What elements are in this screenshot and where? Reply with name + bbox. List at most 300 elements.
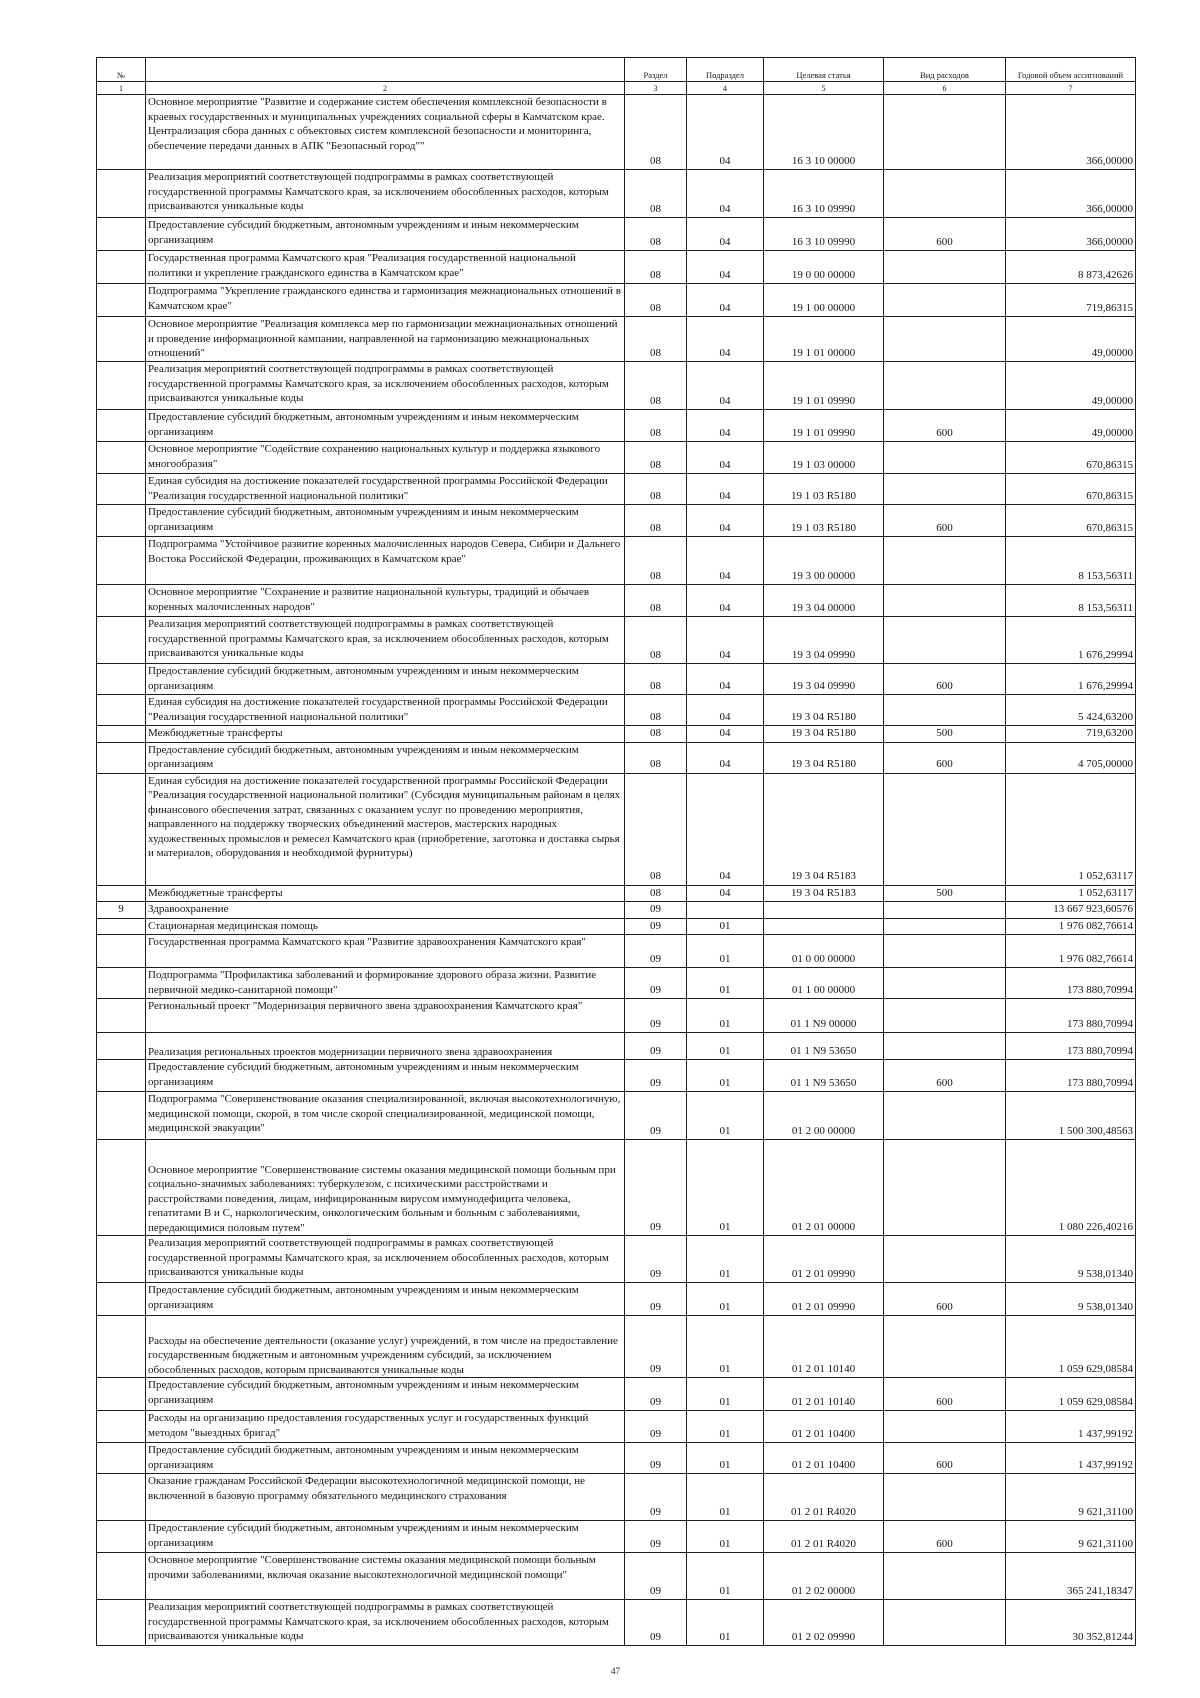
table-row [97,1553,1136,1600]
expense-type-cell [884,918,1006,935]
header-subsection: Подраздел [687,58,764,82]
section-code-cell: 08 [625,617,687,664]
section-code-cell: 08 [625,170,687,218]
row-number-cell [97,1411,146,1443]
subsection-code-cell: 04 [687,885,764,902]
annual-amount-cell: 5 424,63200 [1006,695,1136,726]
annual-amount-cell: 366,00000 [1006,95,1136,170]
subsection-code-cell: 01 [687,935,764,968]
annual-amount-cell: 1 052,63117 [1006,885,1136,902]
subsection-code-cell: 04 [687,442,764,474]
table-row [97,902,1136,919]
table-row [97,968,1136,999]
header-target-article: Целевая статья [764,58,884,82]
section-code-cell: 09 [625,968,687,999]
section-code-cell: 09 [625,1474,687,1521]
table-row [97,695,1136,726]
section-code-cell: 08 [625,742,687,773]
target-article-cell: 01 1 N9 00000 [764,999,884,1033]
expense-type-cell [884,1033,1006,1060]
annual-amount-cell: 366,00000 [1006,218,1136,251]
annual-amount-cell: 670,86315 [1006,474,1136,505]
target-article-cell: 19 1 01 09990 [764,410,884,442]
target-article-cell: 01 2 01 00000 [764,1140,884,1236]
row-number-cell [97,1060,146,1092]
annual-amount-cell: 1 437,99192 [1006,1411,1136,1443]
table-row [97,218,1136,251]
row-number-cell [97,170,146,218]
subsection-code-cell: 01 [687,1553,764,1600]
target-article-cell: 01 2 01 09990 [764,1283,884,1316]
expense-type-cell: 600 [884,1060,1006,1092]
header-expense-type: Вид расходов [884,58,1006,82]
expense-type-cell [884,170,1006,218]
section-code-cell: 08 [625,474,687,505]
row-number-cell [97,1443,146,1474]
item-name-cell: Предоставление субсидий бюджетным, автономным учреждениям и иным некоммерческим организациям [146,218,625,251]
target-article-cell: 01 2 01 R4020 [764,1521,884,1553]
item-name-cell: Предоставление субсидий бюджетным, автономным учреждениям и иным некоммерческим организациям [146,1060,625,1092]
expense-type-cell: 600 [884,1283,1006,1316]
section-code-cell: 09 [625,1283,687,1316]
subsection-code-cell: 01 [687,1600,764,1646]
expense-type-cell [884,585,1006,617]
row-number-cell [97,664,146,695]
table-row [97,585,1136,617]
expense-type-cell [884,1140,1006,1236]
expense-type-cell [884,999,1006,1033]
target-article-cell: 01 2 00 00000 [764,1092,884,1140]
annual-amount-cell: 719,86315 [1006,284,1136,317]
annual-amount-cell: 365 241,18347 [1006,1553,1136,1600]
subsection-code-cell: 04 [687,317,764,362]
section-code-cell: 09 [625,1236,687,1283]
table-row [97,410,1136,442]
annual-amount-cell: 9 621,31100 [1006,1521,1136,1553]
subsection-code-cell: 04 [687,742,764,773]
item-name-cell: Основное мероприятие "Реализация комплекса мер по гармонизации межнациональных отношений и проведение информационной кампании, направленной на гармонизацию межнациональных отношений" [146,317,625,362]
section-code-cell: 09 [625,918,687,935]
row-number-cell [97,585,146,617]
table-row [97,284,1136,317]
subsection-code-cell: 04 [687,726,764,743]
table-row [97,1236,1136,1283]
item-name-cell: Расходы на организацию предоставления государственных услуг и государственных функций методом "выездных бригад" [146,1411,625,1443]
subsection-code-cell: 04 [687,251,764,284]
table-row [97,1283,1136,1316]
expense-type-cell [884,695,1006,726]
table-row [97,1033,1136,1060]
annual-amount-cell: 670,86315 [1006,505,1136,537]
table-row [97,442,1136,474]
table-row [97,617,1136,664]
row-number-cell: 9 [97,902,146,919]
item-name-cell: Государственная программа Камчатского края "Реализация государственной национальной политики и укрепление гражданского единства в Камчатском крае" [146,251,625,284]
row-number-cell [97,742,146,773]
target-article-cell: 19 3 04 R5180 [764,726,884,743]
annual-amount-cell: 49,00000 [1006,362,1136,410]
table-row [97,1092,1136,1140]
item-name-cell: Предоставление субсидий бюджетным, автономным учреждениям и иным некоммерческим организациям [146,664,625,695]
target-article-cell: 19 3 04 R5183 [764,885,884,902]
table-body [97,95,1136,1646]
expense-type-cell: 600 [884,505,1006,537]
target-article-cell [764,902,884,919]
row-number-cell [97,1553,146,1600]
section-code-cell: 09 [625,1521,687,1553]
subsection-code-cell: 01 [687,1474,764,1521]
row-number-cell [97,317,146,362]
section-code-cell: 08 [625,885,687,902]
row-number-cell [97,1140,146,1236]
row-number-cell [97,251,146,284]
table-row [97,664,1136,695]
row-number-cell [97,537,146,585]
table-row [97,885,1136,902]
target-article-cell: 19 1 03 R5180 [764,474,884,505]
header-row [97,58,1136,82]
row-number-cell [97,1600,146,1646]
annual-amount-cell: 1 052,63117 [1006,773,1136,885]
subsection-code-cell: 04 [687,505,764,537]
subsection-code-cell: 04 [687,773,764,885]
annual-amount-cell: 173 880,70994 [1006,999,1136,1033]
section-code-cell: 08 [625,773,687,885]
item-name-cell: Расходы на обеспечение деятельности (оказание услуг) учреждений, в том числе на предоставление государственным бюджетным и автономным учреждениям субсидий, за исключением обособленных расходов, которым присваиваются уникальные коды [146,1316,625,1378]
section-code-cell: 09 [625,1553,687,1600]
item-name-cell: Единая субсидия на достижение показателей государственной программы Российской Федерации "Реализация государственной национальной политики" (Субсидия муниципальным районам в целях финансового обеспечения затрат, связанных с оказанием услуг по проведению мероприятия, направленного на поддержку творческих объединений мастеров, мастерских народных художественных промыслов и ремесел Камчатского края (приобретение, заготовка и доставка сырья и материалов, оборудования и необходимой фурнитуры) [146,773,625,885]
target-article-cell: 01 2 01 10140 [764,1378,884,1411]
annual-amount-cell: 1 059 629,08584 [1006,1378,1136,1411]
target-article-cell: 16 3 10 09990 [764,218,884,251]
subsection-code-cell: 04 [687,95,764,170]
annual-amount-cell: 1 676,29994 [1006,664,1136,695]
item-name-cell: Подпрограмма "Устойчивое развитие коренных малочисленных народов Севера, Сибири и Дальнего Востока Российской Федерации, проживающих в Камчатском крае" [146,537,625,585]
table-row [97,1316,1136,1378]
annual-amount-cell: 1 437,99192 [1006,1443,1136,1474]
annual-amount-cell: 9 621,31100 [1006,1474,1136,1521]
row-number-cell [97,362,146,410]
item-name-cell: Реализация мероприятий соответствующей подпрограммы в рамках соответствующей государственной программы Камчатского края, за исключением обособленных расходов, которым присваиваются уникальные коды [146,362,625,410]
table-row [97,742,1136,773]
expense-type-cell: 600 [884,410,1006,442]
table-row [97,95,1136,170]
expense-type-cell [884,251,1006,284]
section-code-cell: 08 [625,362,687,410]
item-name-cell: Подпрограмма "Совершенствование оказания специализированной, включая высокотехнологичную, медицинской помощи, скорой, в том числе скорой специализированной, медицинской помощи, медицинской эвакуации" [146,1092,625,1140]
section-code-cell: 09 [625,1316,687,1378]
section-code-cell: 09 [625,1060,687,1092]
section-code-cell: 09 [625,902,687,919]
row-number-cell [97,1316,146,1378]
expense-type-cell: 500 [884,885,1006,902]
table-row [97,918,1136,935]
section-code-cell: 08 [625,442,687,474]
expense-type-cell: 600 [884,1378,1006,1411]
target-article-cell: 19 1 00 00000 [764,284,884,317]
section-code-cell: 08 [625,505,687,537]
table-row [97,1474,1136,1521]
target-article-cell: 19 3 04 09990 [764,664,884,695]
table-row [97,170,1136,218]
target-article-cell: 19 1 01 00000 [764,317,884,362]
row-number-cell [97,1236,146,1283]
subsection-code-cell: 01 [687,968,764,999]
column-number-row [97,82,1136,95]
target-article-cell: 19 1 03 00000 [764,442,884,474]
target-article-cell: 19 3 04 R5180 [764,742,884,773]
section-code-cell: 09 [625,999,687,1033]
item-name-cell: Предоставление субсидий бюджетным, автономным учреждениям и иным некоммерческим организациям [146,1443,625,1474]
expense-type-cell [884,284,1006,317]
target-article-cell: 01 2 01 09990 [764,1236,884,1283]
row-number-cell [97,218,146,251]
section-code-cell: 08 [625,585,687,617]
column-number: 2 [146,82,625,95]
section-code-cell: 09 [625,1092,687,1140]
expense-type-cell [884,1236,1006,1283]
expense-type-cell [884,474,1006,505]
target-article-cell: 01 2 01 R4020 [764,1474,884,1521]
item-name-cell: Основное мероприятие "Совершенствование системы оказания медицинской помощи больным прочими заболеваниями, включая оказание высокотехнологичной медицинской помощи" [146,1553,625,1600]
section-code-cell: 09 [625,1140,687,1236]
header-section: Раздел [625,58,687,82]
expense-type-cell: 600 [884,1443,1006,1474]
expense-type-cell [884,773,1006,885]
annual-amount-cell: 49,00000 [1006,317,1136,362]
target-article-cell: 01 0 00 00000 [764,935,884,968]
section-code-cell: 09 [625,1600,687,1646]
item-name-cell: Подпрограмма "Профилактика заболеваний и формирование здорового образа жизни. Развитие первичной медико-санитарной помощи" [146,968,625,999]
annual-amount-cell: 1 976 082,76614 [1006,918,1136,935]
table-row [97,999,1136,1033]
expense-type-cell [884,902,1006,919]
target-article-cell: 16 3 10 00000 [764,95,884,170]
annual-amount-cell: 670,86315 [1006,442,1136,474]
annual-amount-cell: 1 676,29994 [1006,617,1136,664]
annual-amount-cell: 8 873,42626 [1006,251,1136,284]
subsection-code-cell: 04 [687,218,764,251]
subsection-code-cell [687,902,764,919]
item-name-cell: Основное мероприятие "Содействие сохранению национальных культур и поддержка языкового многообразия" [146,442,625,474]
expense-type-cell [884,1553,1006,1600]
annual-amount-cell: 719,63200 [1006,726,1136,743]
target-article-cell: 01 1 N9 53650 [764,1060,884,1092]
item-name-cell: Предоставление субсидий бюджетным, автономным учреждениям и иным некоммерческим организациям [146,742,625,773]
row-number-cell [97,1378,146,1411]
section-code-cell: 08 [625,695,687,726]
item-name-cell: Реализация региональных проектов модернизации первичного звена здравоохранения [146,1033,625,1060]
target-article-cell: 01 1 N9 53650 [764,1033,884,1060]
row-number-cell [97,284,146,317]
item-name-cell: Основное мероприятие "Совершенствование системы оказания медицинской помощи больным при социально-значимых заболеваниях: туберкулезом, с психическими расстройствами и расстройствами поведения, лицам, инфицированным вирусом иммунодефицита человека, гепатитами В и С, наркологическим, онкологическим больным и больным с заболеваниями, передающимися половым путем" [146,1140,625,1236]
subsection-code-cell: 01 [687,1236,764,1283]
row-number-cell [97,935,146,968]
annual-amount-cell: 1 976 082,76614 [1006,935,1136,968]
table-row [97,773,1136,885]
item-name-cell: Реализация мероприятий соответствующей подпрограммы в рамках соответствующей государственной программы Камчатского края, за исключением обособленных расходов, которым присваиваются уникальные коды [146,170,625,218]
row-number-cell [97,95,146,170]
annual-amount-cell: 1 080 226,40216 [1006,1140,1136,1236]
subsection-code-cell: 04 [687,410,764,442]
row-number-cell [97,968,146,999]
subsection-code-cell: 01 [687,1060,764,1092]
section-code-cell: 08 [625,537,687,585]
subsection-code-cell: 04 [687,537,764,585]
column-number: 5 [764,82,884,95]
item-name-cell: Единая субсидия на достижение показателей государственной программы Российской Федерации "Реализация государственной национальной политики" [146,474,625,505]
target-article-cell: 16 3 10 09990 [764,170,884,218]
item-name-cell: Предоставление субсидий бюджетным, автономным учреждениям и иным некоммерческим организациям [146,505,625,537]
item-name-cell: Оказание гражданам Российской Федерации высокотехнологичной медицинской помощи, не включенной в базовую программу обязательного медицинского страхования [146,1474,625,1521]
target-article-cell [764,918,884,935]
item-name-cell: Межбюджетные трансферты [146,726,625,743]
expense-type-cell [884,1092,1006,1140]
subsection-code-cell: 01 [687,1140,764,1236]
subsection-code-cell: 01 [687,1283,764,1316]
table-row [97,251,1136,284]
subsection-code-cell: 04 [687,170,764,218]
column-number: 6 [884,82,1006,95]
subsection-code-cell: 04 [687,695,764,726]
expense-type-cell [884,935,1006,968]
annual-amount-cell: 1 500 300,48563 [1006,1092,1136,1140]
item-name-cell: Региональный проект "Модернизация первичного звена здравоохранения Камчатского края" [146,999,625,1033]
expense-type-cell [884,968,1006,999]
subsection-code-cell: 01 [687,1316,764,1378]
budget-table [96,57,1136,1646]
annual-amount-cell: 173 880,70994 [1006,968,1136,999]
item-name-cell: Здравоохранение [146,902,625,919]
table-row [97,1600,1136,1646]
expense-type-cell [884,362,1006,410]
target-article-cell: 19 3 00 00000 [764,537,884,585]
subsection-code-cell: 01 [687,918,764,935]
item-name-cell: Реализация мероприятий соответствующей подпрограммы в рамках соответствующей государственной программы Камчатского края, за исключением обособленных расходов, которым присваиваются уникальные коды [146,1600,625,1646]
row-number-cell [97,1474,146,1521]
target-article-cell: 01 2 01 10400 [764,1411,884,1443]
annual-amount-cell: 366,00000 [1006,170,1136,218]
expense-type-cell [884,617,1006,664]
item-name-cell: Предоставление субсидий бюджетным, автономным учреждениям и иным некоммерческим организациям [146,1283,625,1316]
row-number-cell [97,410,146,442]
section-code-cell: 09 [625,1411,687,1443]
row-number-cell [97,617,146,664]
expense-type-cell [884,1474,1006,1521]
annual-amount-cell: 49,00000 [1006,410,1136,442]
section-code-cell: 08 [625,251,687,284]
section-code-cell: 09 [625,1033,687,1060]
expense-type-cell [884,1411,1006,1443]
expense-type-cell: 600 [884,664,1006,695]
subsection-code-cell: 04 [687,362,764,410]
row-number-cell [97,999,146,1033]
expense-type-cell [884,95,1006,170]
section-code-cell: 08 [625,218,687,251]
row-number-cell [97,918,146,935]
item-name-cell: Межбюджетные трансферты [146,885,625,902]
target-article-cell: 19 0 00 00000 [764,251,884,284]
table-row [97,505,1136,537]
annual-amount-cell: 173 880,70994 [1006,1033,1136,1060]
subsection-code-cell: 01 [687,1411,764,1443]
annual-amount-cell: 8 153,56311 [1006,537,1136,585]
expense-type-cell: 600 [884,1521,1006,1553]
target-article-cell: 01 2 02 00000 [764,1553,884,1600]
table-row [97,935,1136,968]
table-row [97,1140,1136,1236]
row-number-cell [97,1033,146,1060]
document-sheet [96,57,1135,1646]
annual-amount-cell: 30 352,81244 [1006,1600,1136,1646]
annual-amount-cell: 9 538,01340 [1006,1236,1136,1283]
table-row [97,474,1136,505]
column-number: 3 [625,82,687,95]
table-row [97,726,1136,743]
subsection-code-cell: 01 [687,1443,764,1474]
target-article-cell: 19 3 04 R5183 [764,773,884,885]
item-name-cell: Предоставление субсидий бюджетным, автономным учреждениям и иным некоммерческим организациям [146,410,625,442]
subsection-code-cell: 04 [687,664,764,695]
item-name-cell: Реализация мероприятий соответствующей подпрограммы в рамках соответствующей государственной программы Камчатского края, за исключением обособленных расходов, которым присваиваются уникальные коды [146,617,625,664]
expense-type-cell [884,1600,1006,1646]
expense-type-cell [884,1316,1006,1378]
row-number-cell [97,773,146,885]
row-number-cell [97,1521,146,1553]
table-row [97,537,1136,585]
column-number: 7 [1006,82,1136,95]
expense-type-cell: 500 [884,726,1006,743]
subsection-code-cell: 04 [687,284,764,317]
annual-amount-cell: 9 538,01340 [1006,1283,1136,1316]
annual-amount-cell: 4 705,00000 [1006,742,1136,773]
table-row [97,1443,1136,1474]
row-number-cell [97,505,146,537]
section-code-cell: 09 [625,935,687,968]
table-row [97,1411,1136,1443]
section-code-cell: 08 [625,664,687,695]
expense-type-cell: 600 [884,742,1006,773]
target-article-cell: 19 3 04 09990 [764,617,884,664]
annual-amount-cell: 13 667 923,60576 [1006,902,1136,919]
item-name-cell: Основное мероприятие "Сохранение и развитие национальной культуры, традиций и обычаев коренных малочисленных народов" [146,585,625,617]
target-article-cell: 01 2 01 10140 [764,1316,884,1378]
target-article-cell: 01 1 00 00000 [764,968,884,999]
item-name-cell: Предоставление субсидий бюджетным, автономным учреждениям и иным некоммерческим организациям [146,1521,625,1553]
item-name-cell: Подпрограмма "Укрепление гражданского единства и гармонизация межнациональных отношений в Камчатском крае" [146,284,625,317]
header-annual-amount: Годовой объем ассигнований [1006,58,1136,82]
item-name-cell: Стационарная медицинская помощь [146,918,625,935]
item-name-cell: Реализация мероприятий соответствующей подпрограммы в рамках соответствующей государственной программы Камчатского края, за исключением обособленных расходов, которым присваиваются уникальные коды [146,1236,625,1283]
section-code-cell: 09 [625,1378,687,1411]
annual-amount-cell: 173 880,70994 [1006,1060,1136,1092]
target-article-cell: 01 2 01 10400 [764,1443,884,1474]
row-number-cell [97,442,146,474]
header-number: № [97,58,146,82]
section-code-cell: 08 [625,284,687,317]
table-row [97,1521,1136,1553]
row-number-cell [97,1092,146,1140]
subsection-code-cell: 01 [687,999,764,1033]
target-article-cell: 19 1 03 R5180 [764,505,884,537]
section-code-cell: 08 [625,410,687,442]
row-number-cell [97,885,146,902]
target-article-cell: 19 3 04 R5180 [764,695,884,726]
subsection-code-cell: 04 [687,617,764,664]
subsection-code-cell: 04 [687,474,764,505]
row-number-cell [97,726,146,743]
expense-type-cell [884,317,1006,362]
